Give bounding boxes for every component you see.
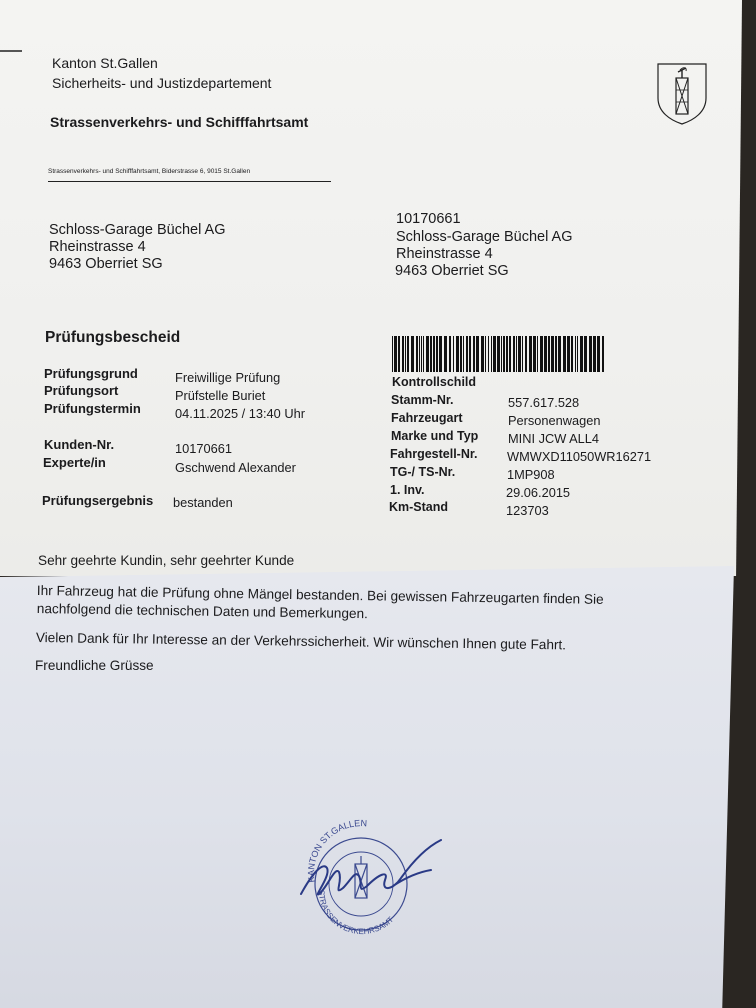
return-address: Strassenverkehrs- und Schifffahrtsamt, Biderstrasse 6, 9015 St.Gallen [48, 168, 251, 175]
pruefungsergebnis-value: bestanden [173, 495, 233, 510]
first-registration-value: 29.06.2015 [506, 485, 571, 500]
first-registration-label: 1. Inv. [390, 483, 425, 497]
document-title: Prüfungsbescheid [45, 329, 181, 346]
km-stand-label: Km-Stand [389, 500, 449, 514]
experte-label: Experte/in [43, 455, 106, 470]
canton-name: Kanton St.Gallen [52, 55, 158, 71]
kontrollschild-label: Kontrollschild [392, 375, 477, 389]
seal-bottom-text: STRASSENVERKEHRSAMT [316, 889, 396, 937]
kunden-nr-label: Kunden-Nr. [44, 437, 115, 452]
recipient-right-name: Schloss-Garage Büchel AG [396, 229, 573, 245]
fold-mark [0, 50, 22, 52]
body-paragraph-1-line-1: Ihr Fahrzeug hat die Prüfung ohne Mängel bestanden. Bei gewissen Fahrzeugarten finden Sie [36, 583, 604, 607]
marke-typ-value: MINI JCW ALL4 [508, 431, 600, 446]
office-name: Strassenverkehrs- und Schifffahrtsamt [50, 114, 309, 130]
pruefungsort-label: Prüfungsort [44, 383, 119, 398]
pruefungsgrund-value: Freiwillige Prüfung [175, 370, 281, 385]
recipient-right-city: 9463 Oberriet SG [395, 263, 509, 279]
recipient-right-number: 10170661 [396, 211, 461, 227]
stamm-nr-label: Stamm-Nr. [391, 393, 454, 407]
marke-typ-label: Marke und Typ [391, 429, 479, 443]
closing: Freundliche Grüsse [35, 658, 154, 673]
pruefungsergebnis-label: Prüfungsergebnis [42, 493, 154, 508]
fahrgestell-nr-label: Fahrgestell-Nr. [390, 447, 478, 461]
canton-crest-icon [656, 62, 708, 126]
recipient-left-name: Schloss-Garage Büchel AG [49, 222, 226, 238]
official-seal-with-signature [293, 812, 453, 938]
pruefungsort-value: Prüfstelle Buriet [175, 388, 266, 403]
salutation: Sehr geehrte Kundin, sehr geehrter Kunde [38, 553, 295, 568]
recipient-left-city: 9463 Oberriet SG [49, 256, 163, 272]
fahrzeugart-label: Fahrzeugart [391, 411, 463, 425]
pruefungsgrund-label: Prüfungsgrund [44, 366, 138, 381]
pruefungstermin-label: Prüfungstermin [44, 401, 141, 416]
pruefungstermin-value: 04.11.2025 / 13:40 Uhr [175, 406, 305, 421]
body-paragraph-1-line-2: nachfolgend die technischen Daten und Bemerkungen. [36, 601, 368, 622]
km-stand-value: 123703 [506, 503, 549, 518]
tg-ts-nr-value: 1MP908 [507, 467, 555, 482]
fahrgestell-nr-value: WMWXD11050WR16271 [507, 449, 652, 464]
recipient-left-street: Rheinstrasse 4 [49, 239, 146, 255]
body-paragraph-2: Vielen Dank für Ihr Interesse an der Verkehrssicherheit. Wir wünschen Ihnen gute Fahrt. [35, 630, 567, 653]
tg-ts-nr-label: TG-/ TS-Nr. [390, 465, 456, 479]
department-name: Sicherheits- und Justizdepartement [52, 75, 272, 91]
recipient-right-street: Rheinstrasse 4 [396, 246, 493, 262]
fahrzeugart-value: Personenwagen [508, 413, 601, 428]
seal-top-text: KANTON ST.GALLEN [306, 818, 368, 884]
return-address-rule [48, 181, 331, 182]
barcode [392, 336, 606, 372]
kunden-nr-value: 10170661 [175, 441, 232, 456]
stamm-nr-value: 557.617.528 [508, 395, 580, 410]
experte-value: Gschwend Alexander [175, 460, 296, 475]
